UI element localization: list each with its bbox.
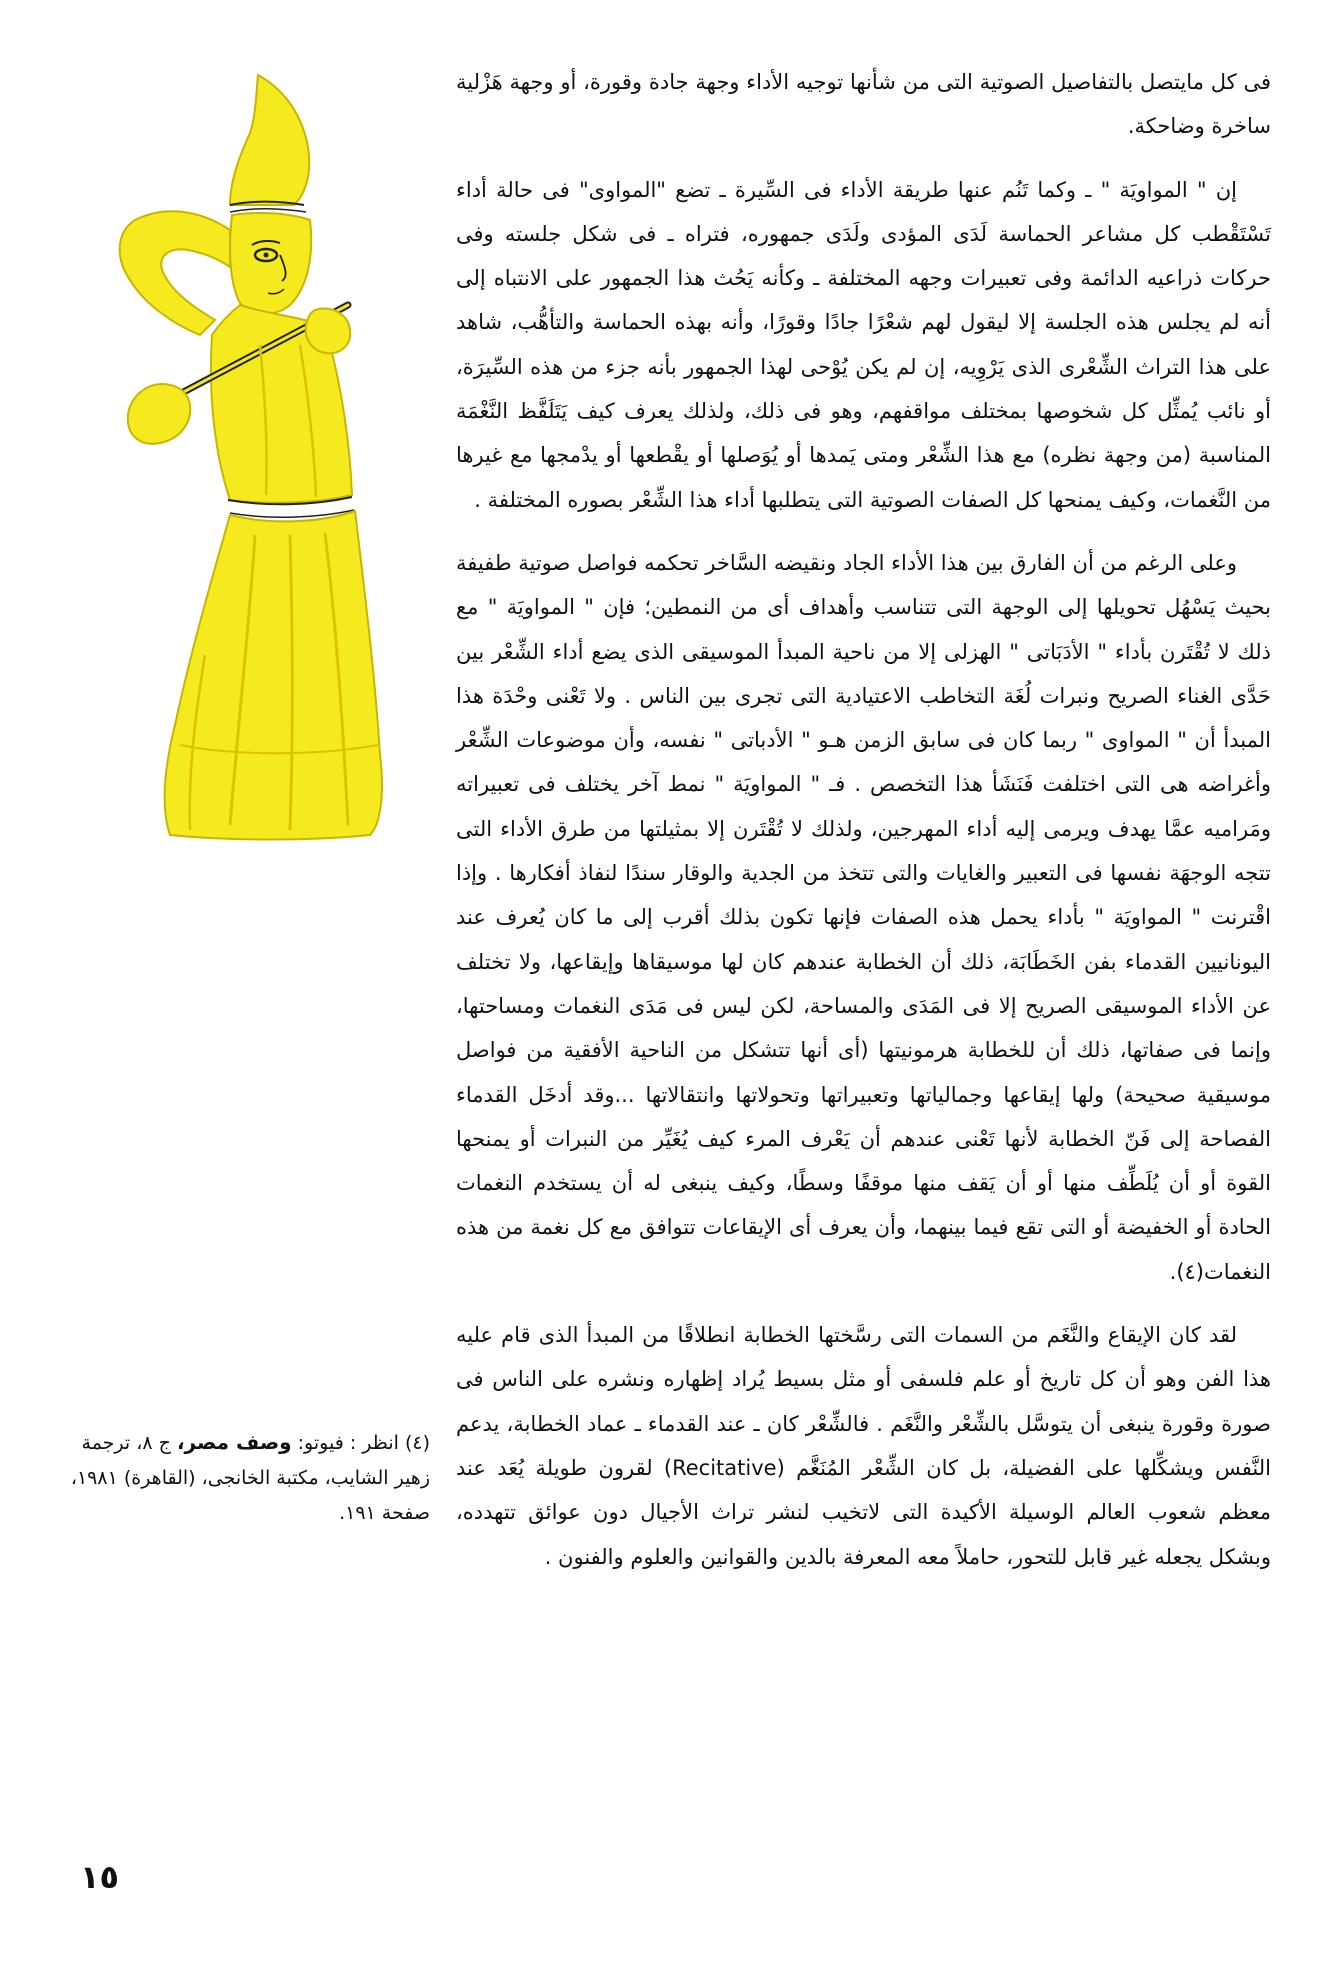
footnote-prefix: (٤) انظر : فيوتو: (291, 1432, 430, 1454)
main-text-column (456, 60, 1271, 1598)
paragraph-1: فى كل مايتصل بالتفاصيل الصوتية التى من شأنها توجيه الأداء وجهة جادة وقورة، أو وجهة هَزْلية ساخرة وضاحكة. (456, 70, 1271, 139)
figure-hat (230, 75, 309, 205)
paragraph-4: لقد كان الإيقاع والنَّغَم من السمات التى رسَّختها الخطابة انطلاقًا من المبدأ الذى قام عليه هذا الفن وهو أن كل تاريخ أو علم فلسفى أو مثل بسيط يُراد إظهاره ونشره على الناس فى صورة وقورة ينبغى أن يتوسَّل بالشِّعْر والنَّغَم . فالشِّعْر كان ـ عند القدماء ـ عماد الخطابة، يدعم النَّفس ويشكِّلها على الفضيلة، بل كان الشِّعْر المُنَغَّم (Recitative) لقرون طويلة يُعَد عند معظم شعوب العالم الوسيلة الأكيدة التى لاتخيب لنشر تراث الأجيال دون عوائق تتهدده، وبشكل يجعله غير قابل للتحور، حاملاً معه المعرفة بالدين والقوانين والعلوم والفنون . (456, 1323, 1271, 1569)
figure-head (230, 213, 311, 314)
figure-robe (165, 511, 382, 840)
page-number: ١٥ (80, 1858, 120, 1896)
figure-raised-arm (120, 211, 230, 335)
footnote-reference: ج ٨، ترجمة زهير الشايب، مكتبة الخانجى، (القاهرة) ١٩٨١، صفحة ١٩١. (70, 1432, 430, 1524)
footnote (70, 1425, 430, 1531)
paragraph-3: وعلى الرغم من أن الفارق بين هذا الأداء الجاد ونقيضه السَّاخر تحكمه فواصل صوتية طفيفة بحيث يَسْهُل تحويلها إلى الوجهة التى تتناسب وأهداف أى من النمطين؛ فإن " المواويَة " مع ذلك لا تُقْتَرن بأداء " الأدَبَاتى " الهزلى إلا من ناحية المبدأ الموسيقى الذى يضع أداء الشِّعْر بين حَدَّى الغناء الصريح ونبرات لُغَة التخاطب الاعتيادية التى تجرى بين الناس . ولا تَعْنى وحْدَة هذا المبدأ أن " المواوى " ربما كان فى سابق الزمن هـو " الأدباتى " نفسه، وأن موضوعات الشِّعْر وأغراضه هى التى اختلفت فَنَشَأ هذا التخصص . فـ " المواويَة " نمط آخر يختلف فى تعبيراته ومَراميه عمَّا يهدف ويرمى إليه أداء المهرجين، ولذلك لا تُقْتَرن إلا بمثيلتها من طرق الأداء التى تتجه الوجهَة نفسها فى التعبير والغايات والتى تتخذ من الجدية والوقار سندًا لنفاذ أفكارها . وإذا اقْترنت " المواويَة " بأداء يحمل هذه الصفات فإنها تكون بذلك أقرب إلى ما كان يُعرف عند اليونانيين القدماء بفن الخَطَابَة، ذلك أن الخطابة عندهم كان لها موسيقاها وإيقاعها، ولا تختلف عن الأداء الموسيقى الصريح إلا فى المَدَى والمساحة، لكن ليس فى مَدَى النغمات ومساحتها، وإنما فى صفاتها، ذلك أن للخطابة هرمونيتها (أى أنها تتشكل من الناحية الأفقية من فواصل موسيقية صحيحة) ولها إيقاعها وجمالياتها وتعبيراتها وتحولاتها وانتقالاتها ...وقد أدخَل القدماء الفصاحة إلى فَنّ الخطابة لأنها تَعْنى عندهم أن يَعْرف المرء كيف يُغَيِّر من النبرات أو يمنحها القوة أو أن يُلَطِّف منها أو أن يَقف منها موقفًا وسطًا، وكيف ينبغى له أن يستخدم النغمات الحادة أو الخفيضة أو التى تقع فيما بينهما، وأن يعرف أى الإيقاعات تتوافق مع كل نغمة من هذه النغمات(٤). (456, 550, 1271, 1284)
footnote-book-title: وصف مصر، (176, 1430, 292, 1454)
paragraph-2: إن " المواويَة " ـ وكما تَنُم عنها طريقة الأداء فى السِّيرة ـ تضع "المواوى" فى حالة أداء تَسْتَقْطب كل مشاعر الحماسة لَدَى المؤدى ولَدَى جمهوره، فتراه ـ فى شكل جلسته وفى حركات ذراعيه الدائمة وفى تعبيرات وجهه المختلفة ـ وكأنه يَحُث هذا الجمهور على الانتباه إلى أنه لم يجلس هذه الجلسة إلا ليقول لهم شعْرًا جادًا وقورًا، وأنه بهذه الحماسة والتأهُّب، شاهد على هذا التراث الشِّعْرى الذى يَرْوِيه، إن لم يكن يُوْحى لهذا الجمهور بأنه جزء من هذه السِّيرَة، أو نائب يُمثِّل كل شخوصها بمختلف مواقفهم، وهو فى ذلك، ولذلك يعرف كيف يَتَلَفَّظ النَّغْمَة المناسبة (من وجهة نظره) مع هذا الشِّعْر ومتى يَمدها أو يُوَصلها أو يقْطعها أو يدْمجها مع غيرها من النَّغمات، وكيف يمنحها كل الصفات الصوتية التى يتطلبها أداء هذا الشِّعْر بصوره المختلفة . (456, 177, 1271, 512)
flute-player-figure-icon (80, 55, 410, 845)
flute-player-illustration (80, 55, 410, 845)
